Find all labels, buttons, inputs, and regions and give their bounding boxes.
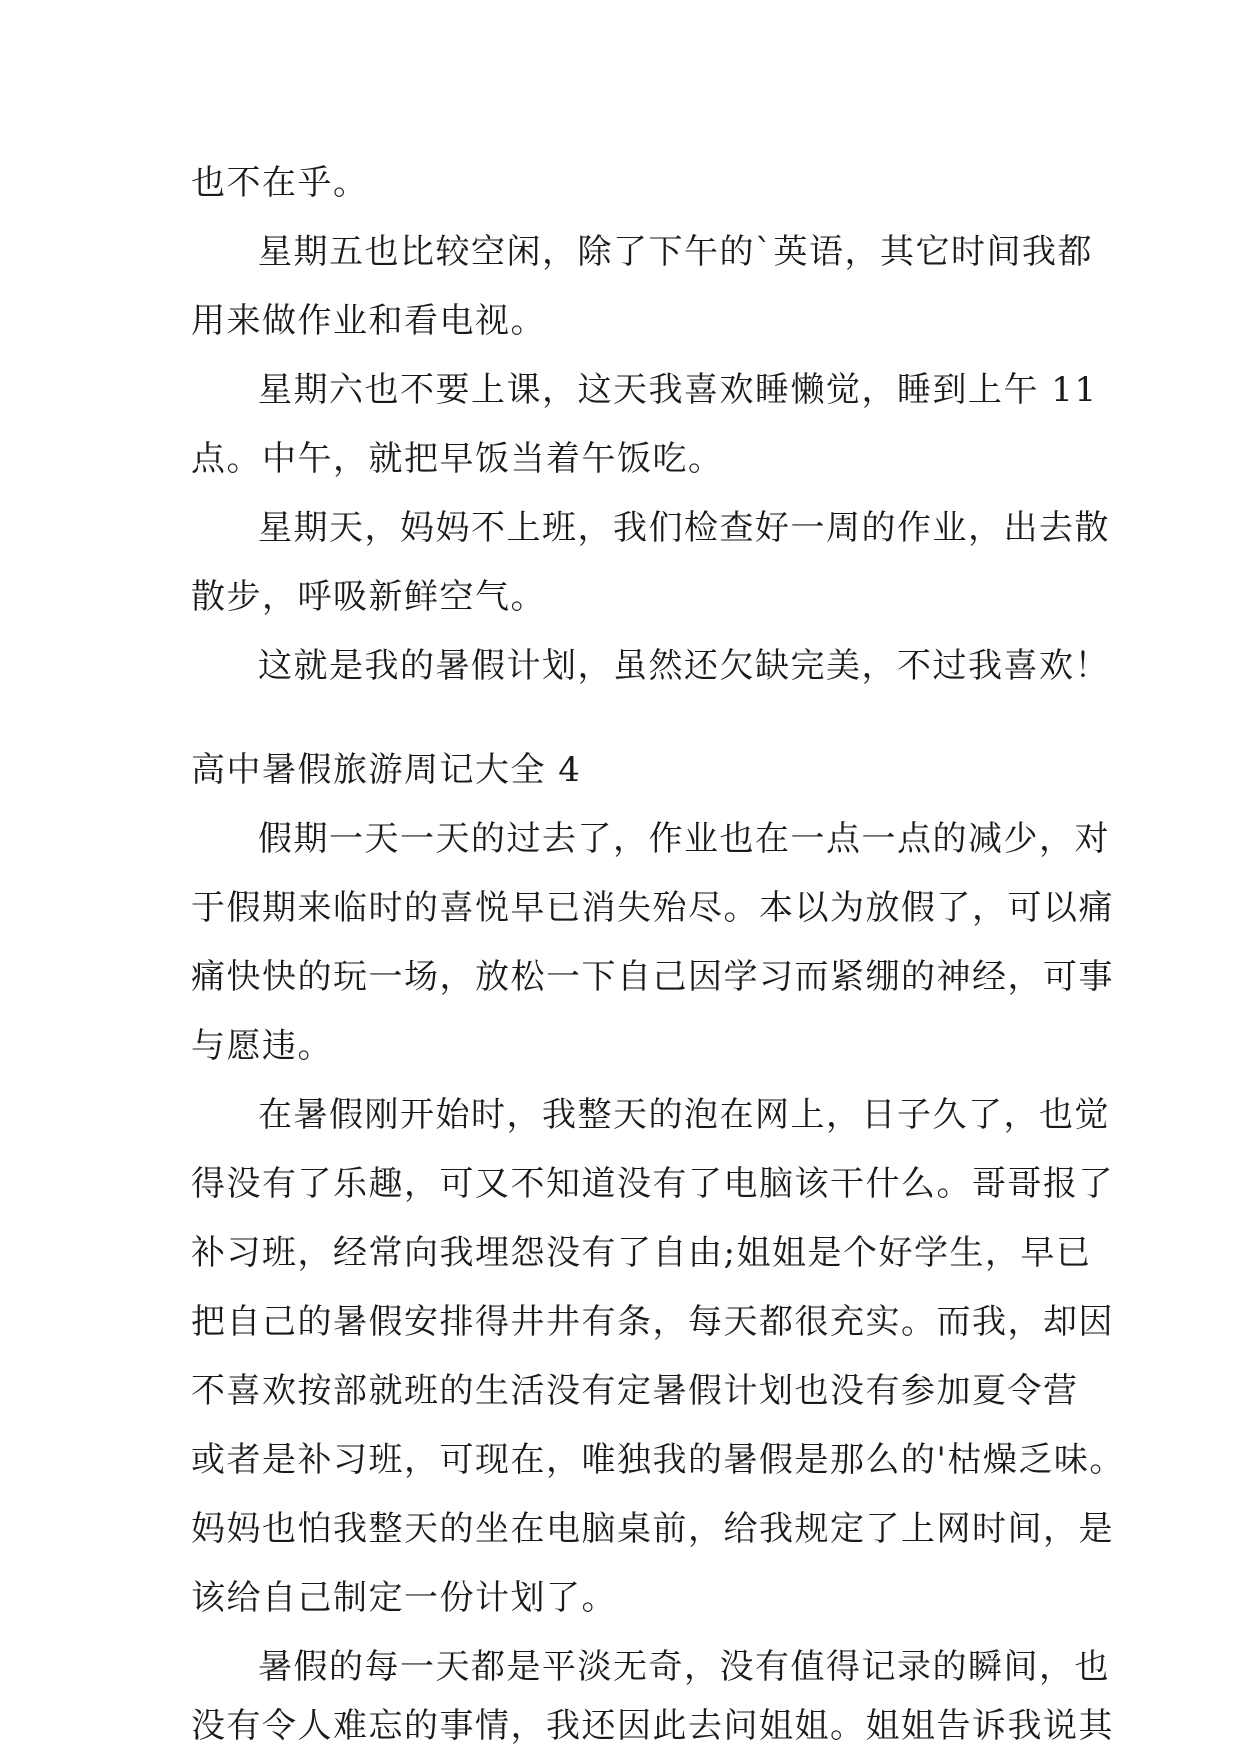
text-line: 没有令人难忘的事情，我还因此去问姐姐。姐姐告诉我说其: [191, 1706, 1114, 1746]
text-line: 点。中午，就把早饭当着午饭吃。: [191, 439, 724, 479]
text-line: 妈妈也怕我整天的坐在电脑桌前，给我规定了上网时间，是: [191, 1509, 1114, 1549]
text-line: 暑假的每一天都是平淡无奇，没有值得记录的瞬间，也: [258, 1647, 1110, 1687]
text-line: 不喜欢按部就班的生活没有定暑假计划也没有参加夏令营: [191, 1371, 1079, 1411]
text-line: 痛快快的玩一场，放松一下自己因学习而紧绷的神经，可事: [191, 957, 1114, 997]
text-line: 得没有了乐趣，可又不知道没有了电脑该干什么。哥哥报了: [191, 1164, 1114, 1204]
text-line: 于假期来临时的喜悦早已消失殆尽。本以为放假了，可以痛: [191, 888, 1114, 928]
text-line: 或者是补习班，可现在，唯独我的暑假是那么的'枯燥乏味。: [191, 1440, 1125, 1480]
text-line: 假期一天一天的过去了，作业也在一点一点的减少，对: [258, 819, 1110, 859]
text-line: 也不在乎。: [191, 163, 369, 203]
text-line: 星期五也比较空闲，除了下午的`英语，其它时间我都: [258, 232, 1093, 272]
text-line: 散步，呼吸新鲜空气。: [191, 577, 546, 617]
text-line: 该给自己制定一份计划了。: [191, 1578, 617, 1618]
text-line: 星期六也不要上课，这天我喜欢睡懒觉，睡到上午 11: [258, 370, 1098, 410]
text-line: 这就是我的暑假计划，虽然还欠缺完美，不过我喜欢！: [258, 646, 1110, 686]
text-line: 补习班，经常向我埋怨没有了自由;姐姐是个好学生，早已: [191, 1233, 1092, 1273]
text-line: 用来做作业和看电视。: [191, 301, 546, 341]
text-line: 把自己的暑假安排得井井有条，每天都很充实。而我，却因: [191, 1302, 1114, 1342]
section-heading: 高中暑假旅游周记大全 4: [191, 750, 582, 790]
text-line: 与愿违。: [191, 1026, 333, 1066]
text-line: 在暑假刚开始时，我整天的泡在网上，日子久了，也觉: [258, 1095, 1110, 1135]
text-line: 星期天，妈妈不上班，我们检查好一周的作业，出去散: [258, 508, 1110, 548]
